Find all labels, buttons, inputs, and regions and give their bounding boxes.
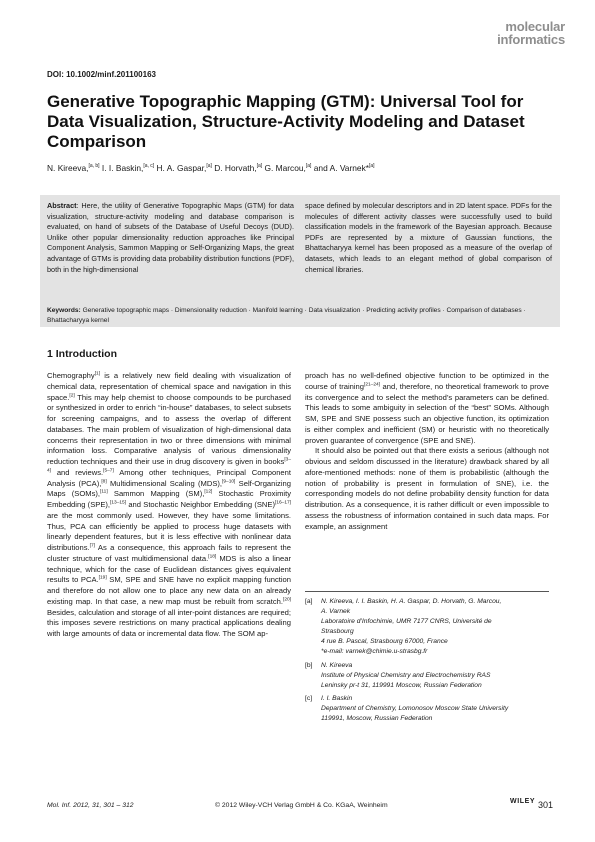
affiliation-tag: [b]: [305, 662, 313, 669]
body-paragraph: [305, 371, 549, 446]
affiliation-line: 119991, Moscow, Russian Federation: [321, 715, 433, 722]
body-text-run: proach has no well-defined objective function to be optimized in the course of training: [305, 371, 549, 391]
body-paragraph: It should also be pointed out that there exists a serious (although not obvious and seldom discussed in the literature) drawback shared by all afore-mentioned methods: none of them is probabilistic (although the notion of probability is present in formulation of SNE), i.e. the corresponding models do not define probability density function for data distribution. As a consequence, it is rather difficult or even impossible to assess the robustness of information contained in such data maps. For example, an assignment: [305, 446, 549, 531]
body-text-run: Besides, calculation and storage of all inter-point distances are required; this imposes severe restrictions on many practical applications dealing with large amounts of data or incremental data flow. The SOM ap-: [47, 607, 291, 638]
body-text-run: SM, SPE and SNE have no explicit mapping function and therefore do not allow one to place any new data on an already existing map. In that case, a new map must be rebuilt from scratch.: [47, 575, 291, 606]
affiliation-line: N. Kireeva: [321, 662, 353, 669]
body-paragraph: [47, 371, 291, 640]
affiliation-divider: [305, 591, 549, 592]
citation-reference[interactable]: [20]: [282, 597, 291, 603]
affiliation-b: [305, 661, 555, 691]
body-text-run: and Stochastic Neighbor Embedding (SNE): [126, 500, 275, 509]
body-left-column: [47, 371, 291, 640]
body-text-run: This may help chemist to choose compounds to be purchased or synthesized in order to enrich “in-house” databases, to select subsets for screening campaigns, and to assess the overlap of different databases. The main problem of visualization of high-dimensional data concerns their representation in two or three dimensions with minimal information loss. Comparative analysis of various dimensionality reduction techniques and their use in drug discovery is given in books: [47, 392, 291, 466]
citation-reference[interactable]: [19]: [98, 575, 107, 581]
body-text-run: Stochastic Proximity Embedding (SPE),: [47, 489, 291, 509]
affiliation-line: A. Varnek: [321, 608, 351, 615]
doi[interactable]: DOI: 10.1002/minf.201100163: [47, 70, 156, 79]
citation-reference[interactable]: [11]: [100, 489, 108, 495]
citation-reference[interactable]: [7]: [89, 543, 95, 549]
citation-reference[interactable]: [16–17]: [275, 500, 292, 506]
page-number: 301: [538, 800, 554, 810]
citation-reference[interactable]: [5–7]: [103, 468, 114, 474]
body-right-column: [305, 371, 549, 532]
body-text-run: are the most commonly used. However, they have some limitations. Thus, PCA can efficiently be applied to process huge datasets with linearly dependent features, but it is less effective with nonlinear data distributions.: [47, 510, 291, 552]
body-text-run: MDS is also a linear technique, which for the case of Euclidean distances gives equivalent results to PCA.: [47, 553, 291, 585]
author-name: N. Kireeva,: [47, 163, 89, 173]
affiliation-line: Strasbourg: [321, 628, 354, 635]
citation-reference[interactable]: [8]: [101, 478, 107, 484]
author-name: D. Horvath,: [214, 163, 257, 173]
citation-reference[interactable]: [12]: [204, 489, 213, 495]
affiliation-line: N. Kireeva, I. I. Baskin, H. A. Gaspar, D. Horvath, G. Marcou,: [321, 598, 502, 605]
author-list: [47, 163, 557, 173]
author-name: G. Marcou,: [264, 163, 306, 173]
author-affiliation: [a]: [369, 163, 375, 170]
author-affiliation: [a, c]: [143, 163, 155, 170]
affiliation-line: Department of Chemistry, Lomonosov Moscow State University: [321, 705, 509, 712]
author-name: H. A. Gaspar,: [156, 163, 207, 173]
affiliation-email[interactable]: *e-mail: varnek@chimie.u-strasbg.fr: [321, 648, 428, 655]
citation-reference[interactable]: [9–10]: [222, 478, 236, 484]
citation-reference[interactable]: [2]: [69, 392, 75, 398]
keywords: [47, 306, 557, 326]
body-text-run: As a consequence, this approach fails to represent the cluster structure of vast multidimensional data.: [47, 543, 291, 563]
abstract-right-column: space defined by molecular descriptors and in 2D latent space. PDFs for the molecules of different activity classes were successfully used to build classification models in the framework of the Bayesian approach. Because PDFs are represented by a mixture of Gaussian functions, the Bhattacharyya kernel has been proposed as a measure of the overlap of datasets, which leads to an elegant method of global comparison of chemical libraries.: [305, 201, 552, 274]
affiliation-line: 4 rue B. Pascal, Strasbourg 67000, France: [321, 638, 448, 645]
citation-reference[interactable]: [13–15]: [110, 500, 127, 506]
citation-reference[interactable]: [1]: [94, 371, 101, 377]
affiliation-line: Laboratoire d’Infochimie, UMR 7177 CNRS, Université de: [321, 618, 492, 625]
affiliation-c: [305, 694, 555, 724]
keywords-label: Keywords:: [47, 307, 81, 314]
affiliation-line: Institute of Physical Chemistry and Electrochemistry RAS: [321, 672, 491, 679]
body-text-run: Multidimensional Scaling (MDS),: [106, 478, 223, 488]
affiliation-a: [305, 597, 555, 657]
affiliation-line: Leninsky pr-t 31, 119991 Moscow, Russian Federation: [321, 682, 482, 689]
body-text-run: and, therefore, no theoretical framework to prove its convergence and to select the method’s parameters can be defined. This leads to some ambiguity in selection of the “best” SOMs. Although SM, SPE and SNE possess such an objective function, its optimization is either complex and inefficient (SM) or heuristic with no theoretically proven guarantee of convergence (SPE and SNE).: [305, 381, 549, 445]
affiliation-tag: [c]: [305, 695, 313, 702]
citation-reference[interactable]: [18]: [208, 554, 217, 560]
body-text-run: is a relatively new field dealing with visualization of chemical data, representation of chemical space and navigation in this space.: [47, 371, 291, 402]
journal-logo-line1: molecular: [505, 19, 565, 34]
affiliation-tag: [a]: [305, 598, 313, 605]
body-text-run: and reviews.: [51, 467, 104, 477]
publisher-logo: WILEY: [510, 798, 536, 805]
abstract-label: Abstract: [47, 201, 77, 210]
citation-reference[interactable]: [21–24]: [364, 382, 381, 388]
journal-logo-line2: informatics: [497, 32, 565, 47]
body-text-run: Sammon Mapping (SM),: [107, 489, 205, 499]
abstract-text-left: : Here, the utility of Generative Topographic Maps (GTM) for data visualization, structure-activity modeling and database comparison is evaluated, on hand of subsets of the Database of Useful Decoys (DUD). Unlike other popular dimensionality reduction approaches like Principal Component Analysis, Sammon Mapping or Self-Organizing Maps, the great advantage of GTMs is providing data probability distribution functions (PDF), both in the high-dimensional: [47, 201, 294, 274]
author-name: and A. Varnek*: [313, 163, 370, 173]
author-affiliation: [a]: [256, 163, 263, 170]
footer-copyright: © 2012 Wiley-VCH Verlag GmbH & Co. KGaA, Weinheim: [215, 802, 388, 809]
author-affiliation: [a]: [305, 163, 312, 170]
footer-citation: Mol. Inf. 2012, 31, 301 – 312: [47, 802, 134, 809]
abstract-left-column: [47, 201, 294, 275]
body-text-run: Self-Organizing Maps (SOMs),: [47, 478, 291, 499]
affiliation-line: I. I. Baskin: [321, 695, 353, 702]
article-title: Generative Topographic Mapping (GTM): Universal Tool for Data Visualization, Structure-Activity Modeling and Dataset Comparison: [47, 92, 525, 151]
author-affiliation: [a, b]: [88, 163, 100, 170]
keywords-text: Generative topographic maps · Dimensionality reduction · Manifold learning · Data visualization · Predicting activity profiles · Comparison of databases · Bhattacharyya kernel: [47, 307, 526, 324]
section-heading: 1 Introduction: [47, 348, 117, 360]
author-affiliation: [a]: [206, 163, 212, 170]
author-name: I. I. Baskin,: [101, 163, 144, 173]
body-text-run: Chemography: [47, 371, 95, 380]
body-text-run: Among other techniques, Principal Component Analysis (PCA),: [47, 467, 291, 488]
citation-reference[interactable]: [3–4]: [47, 457, 291, 474]
journal-logo: [475, 20, 565, 46]
